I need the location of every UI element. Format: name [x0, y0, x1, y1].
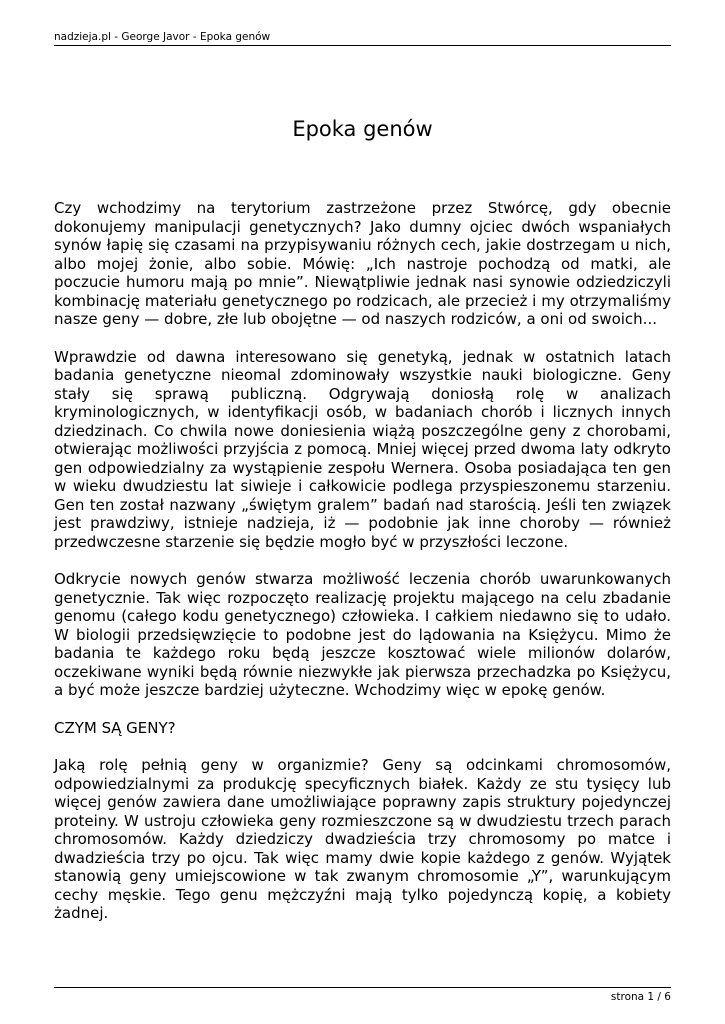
page-number: strona 1 / 6 [610, 991, 671, 1003]
section-heading: CZYM SĄ GENY? [54, 718, 176, 737]
body-paragraph: Czy wchodzimy na terytorium zastrzeżone przez Stwórcę, gdy obecnie dokonujemy manipulacji genetycznych? Jako dumny ojciec dwóch wspaniałych synów łapię się czasami na przypisywaniu różnych cech, jakie dostrzegam u nich, albo mojej żonie, albo sobie. Mówię: „Ich nastroje pochodzą od matki, ale poczucie humoru mają po mnie”. Niewątpliwie jednak nasi synowie odziedziczyli kombinację materiału genetycznego po rodzicach, ale przecież i my otrzymaliśmy nasze geny — dobre, złe lub obojętne — od naszych rodziców, a oni od swoich... [54, 199, 671, 328]
body-paragraph: Wprawdzie od dawna interesowano się genetyką, jednak w ostatnich latach badania genetyczne nieomal zdominowały wszystkie nauki biologiczne. Geny stały się sprawą publiczną. Odgrywają doniosłą rolę w analizach kryminologicznych, w identyfikacji osób, w badaniach chorób i licznych innych dziedzinach. Co chwila nowe doniesienia wiążą poszczególne geny z chorobami, otwierając możliwości przyjścia z pomocą. Mniej więcej przed dwoma laty odkryto gen odpowiedzialny za wystąpienie zespołu Wernera. Osoba posiadająca ten gen w wieku dwudziestu lat siwieje i całkowicie podlega przyspieszonemu starzeniu. Gen ten został nazwany „świętym gralem” badań nad starością. Jeśli ten związek jest prawdziwy, istnieje nadzieja, iż — podobnie jak inne choroby — również przedwczesne starzenie się będzie mogło być w przyszłości leczone. [54, 347, 671, 551]
footer-divider [54, 987, 671, 988]
header-divider [54, 45, 671, 46]
document-title: Epoka genów [292, 117, 433, 141]
body-paragraph: Odkrycie nowych genów stwarza możliwość leczenia chorób uwarunkowanych genetycznie. Tak więc rozpoczęto realizację projektu mającego na celu zbadanie genomu (całego kodu genetycznego) człowieka. I całkiem niedawno się to udało. W biologii przedsięwzięcie to podobne jest do lądowania na Księżycu. Mimo że badania te każdego roku będą jeszcze kosztować wiele milionów dolarów, oczekiwane wyniki będą równie niezwykłe jak pierwsza przechadzka po Księżycu, a być może jeszcze bardziej użyteczne. Wchodzimy więc w epokę genów. [54, 570, 671, 699]
body-paragraph: Jaką rolę pełnią geny w organizmie? Geny są odcinkami chromosomów, odpowiedzialnymi za produkcję specyficznych białek. Każdy ze stu tysięcy lub więcej genów zawiera dane umożliwiające poprawny zapis struktury pojedynczej proteiny. W ustroju człowieka geny rozmieszczone są w dwudziestu trzech parach chromosomów. Każdy dziedziczy dwadzieścia trzy chromosomy po matce i dwadzieścia trzy po ojcu. Tak więc mamy dwie kopie każdego z genów. Wyjątek stanowią geny umiejscowione w tak zwanym chromosomie „Y”, warunkującym cechy męskie. Tego genu mężczyźni mają tylko pojedynczą kopię, a kobiety żadnej. [54, 756, 671, 922]
running-header: nadzieja.pl - George Javor - Epoka genów [54, 31, 271, 43]
document-body [54, 199, 671, 942]
